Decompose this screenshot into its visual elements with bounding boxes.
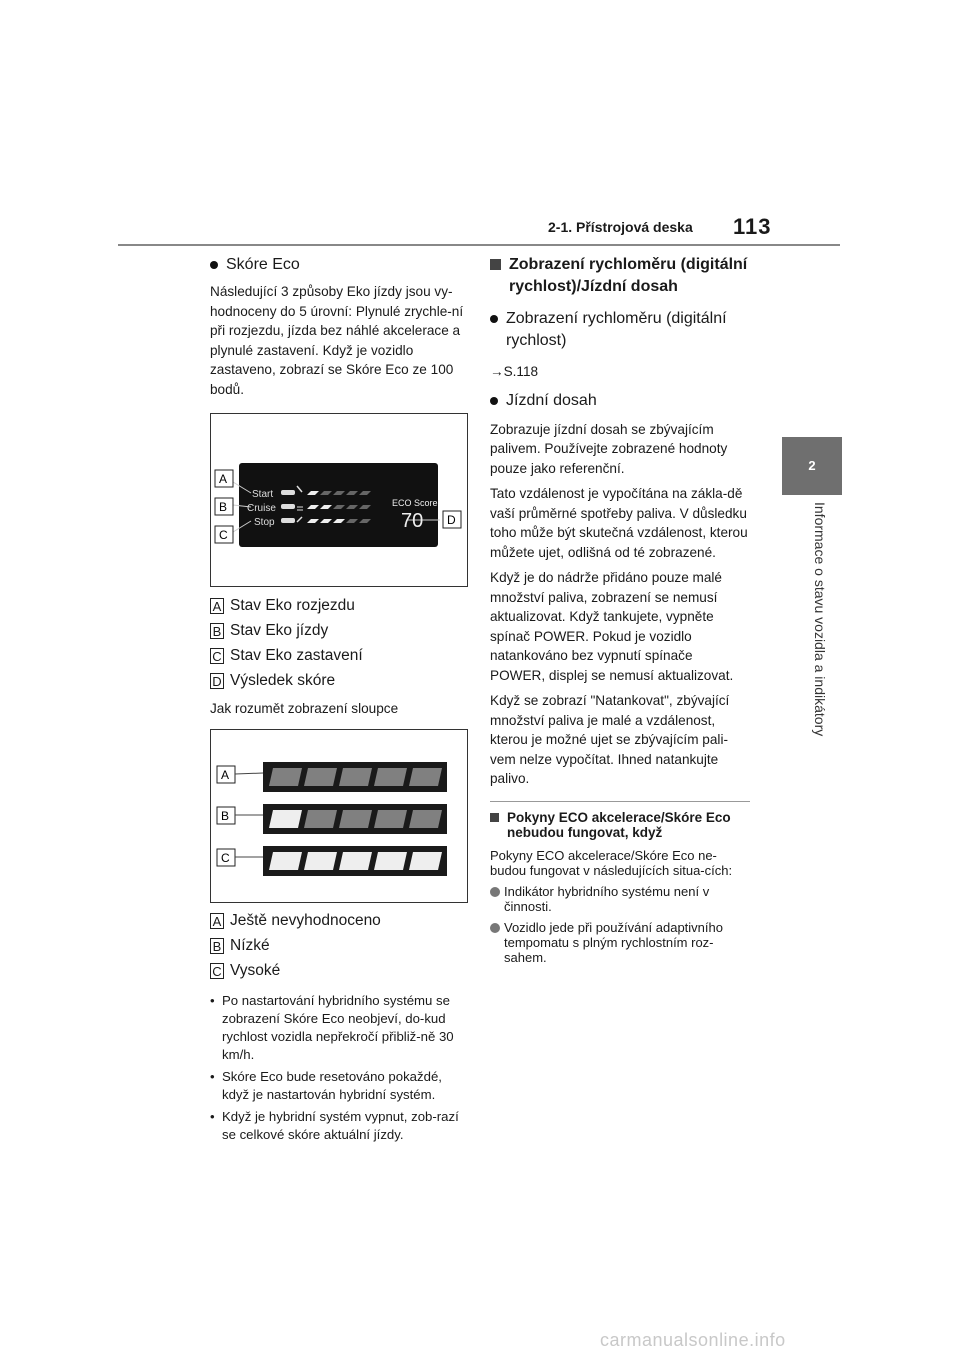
bar-segment [409, 768, 442, 786]
left-column [210, 254, 470, 1148]
legend-item: B Nízké [210, 934, 470, 959]
callout-b: B [219, 500, 228, 514]
row-label-start: Start [252, 489, 274, 500]
row-label-cruise: Cruise [247, 503, 276, 514]
bar-segment [374, 768, 407, 786]
bar-rows [263, 762, 447, 876]
bar-segment [374, 852, 407, 870]
note-item: Vozidlo jede při používání adaptivního tempomatu s plným rychlostním roz-sahem. [490, 920, 750, 965]
callout-c: C [219, 528, 228, 542]
legend-2 [210, 909, 470, 984]
note-item: • Po nastartování hybridního systému se zobrazení Skóre Eco neobjeví, do-kud rychlost vozidla nepřekročí přibliž-ně 30 km/h. [210, 992, 470, 1064]
sub-heading-range: Jízdní dosah [490, 390, 750, 412]
bullet-icon [210, 261, 218, 269]
range-para: Když se zobrazí "Natankovat", zbývající množství paliva je malé a vzdálenost, kterou je možné ujet se zbývajícím pali-vem nelze vypočítat. Ihned natankujte palivo. [490, 693, 730, 786]
legend-item: C Stav Eko zastavení [210, 643, 470, 668]
eco-score-figure [210, 413, 468, 587]
page-reference: →S.118 [490, 364, 539, 379]
callout-b2: B [221, 808, 230, 823]
row-label-stop: Stop [254, 517, 275, 528]
note-item: Indikátor hybridního systému není v činnosti. [490, 884, 750, 914]
bar-segment [269, 852, 302, 870]
section-title: 2-1. Přístrojová deska [548, 219, 693, 235]
chapter-tab: 2 [782, 437, 842, 495]
bar-segment [269, 810, 302, 828]
bars-caption: Jak rozumět zobrazení sloupce [210, 701, 399, 716]
header-rule [118, 244, 840, 246]
legend-item: D Výsledek skóre [210, 668, 470, 693]
bar-segment [409, 852, 442, 870]
chapter-title: Informace o stavu vozidla a indikátory [812, 502, 828, 737]
right-column [490, 254, 750, 965]
speed-section-heading: Zobrazení rychloměru (digitální rychlost)/Jízdní dosah [490, 254, 750, 298]
bar-segment [339, 852, 372, 870]
note-heading: Pokyny ECO akcelerace/Skóre Eco nebudou fungovat, když [490, 810, 750, 840]
note-intro: Pokyny ECO akcelerace/Skóre Eco ne-budou fungovat v následujících situa-cích: [490, 847, 733, 878]
bullet-icon [490, 397, 498, 405]
bar-segment [339, 810, 372, 828]
bar-segment [304, 768, 337, 786]
range-para: Zobrazuje jízdní dosah se zbývajícím palivem. Používejte zobrazené hodnoty pouze jako referenční. [490, 421, 728, 476]
range-para: Tato vzdálenost je vypočítána na zákla-dě vaší průměrné spotřeby paliva. V důsledku toho může být skutečná vzdálenost, kterou můžete ujet, odlišná od té zobrazené. [490, 486, 748, 560]
heading-text: Skóre Eco [226, 256, 300, 273]
bullet-icon [490, 315, 498, 323]
notes-list [210, 992, 470, 1144]
bar-segment [339, 768, 372, 786]
range-para: Když je do nádrže přidáno pouze malé množství paliva, zobrazení se nemusí aktualizovat. Když tankujete, vypněte spínač POWER. Pokud je vozidlo natankováno bez vypnutí spínače POWER, displej se nemusí aktualizovat. [490, 570, 734, 683]
dot-icon [490, 887, 500, 897]
callout-a: A [219, 472, 228, 486]
callout-d: D [447, 513, 456, 527]
sub-heading-speed: Zobrazení rychloměru (digitální rychlost) [490, 308, 750, 352]
legend-item: A Ještě nevyhodnoceno [210, 909, 470, 934]
bar-segment [304, 852, 337, 870]
legend-item: C Vysoké [210, 959, 470, 984]
divider [490, 801, 750, 802]
bar-segment [269, 768, 302, 786]
bars-illustration [211, 730, 467, 902]
callout-a2: A [221, 767, 230, 782]
eco-score-display [211, 414, 467, 586]
legend-item: B Stav Eko jízdy [210, 618, 470, 643]
bar-segment [374, 810, 407, 828]
square-bullet-icon [490, 259, 501, 270]
bar-segment [304, 810, 337, 828]
legend-1 [210, 593, 470, 693]
square-bullet-icon [490, 813, 499, 822]
note-item: • Když je hybridní systém vypnut, zob-razí se celkové skóre aktuální jízdy. [210, 1108, 470, 1144]
score-title: ECO Score [392, 498, 438, 508]
watermark: carmanualsonline.info [600, 1330, 786, 1350]
bars-figure [210, 729, 468, 903]
legend-item: A Stav Eko rozjezdu [210, 593, 470, 618]
page-number: 113 [733, 214, 772, 239]
score-value: 70 [401, 510, 424, 532]
dot-icon [490, 923, 500, 933]
bar-segment [409, 810, 442, 828]
eco-score-heading [210, 254, 470, 276]
eco-intro: Následující 3 způsoby Eko jízdy jsou vy-hodnoceny do 5 úrovní: Plynulé zrychle-ní při rozjezdu, jízda bez náhlé akcelerace a plynulé zastavení. Když je vozidlo zastaveno, zobrazí se Skóre Eco ze 100 bodů. [210, 284, 464, 397]
callout-c2: C [221, 850, 230, 865]
note-item: • Skóre Eco bude resetováno pokaždé, když je nastartován hybridní systém. [210, 1068, 470, 1104]
